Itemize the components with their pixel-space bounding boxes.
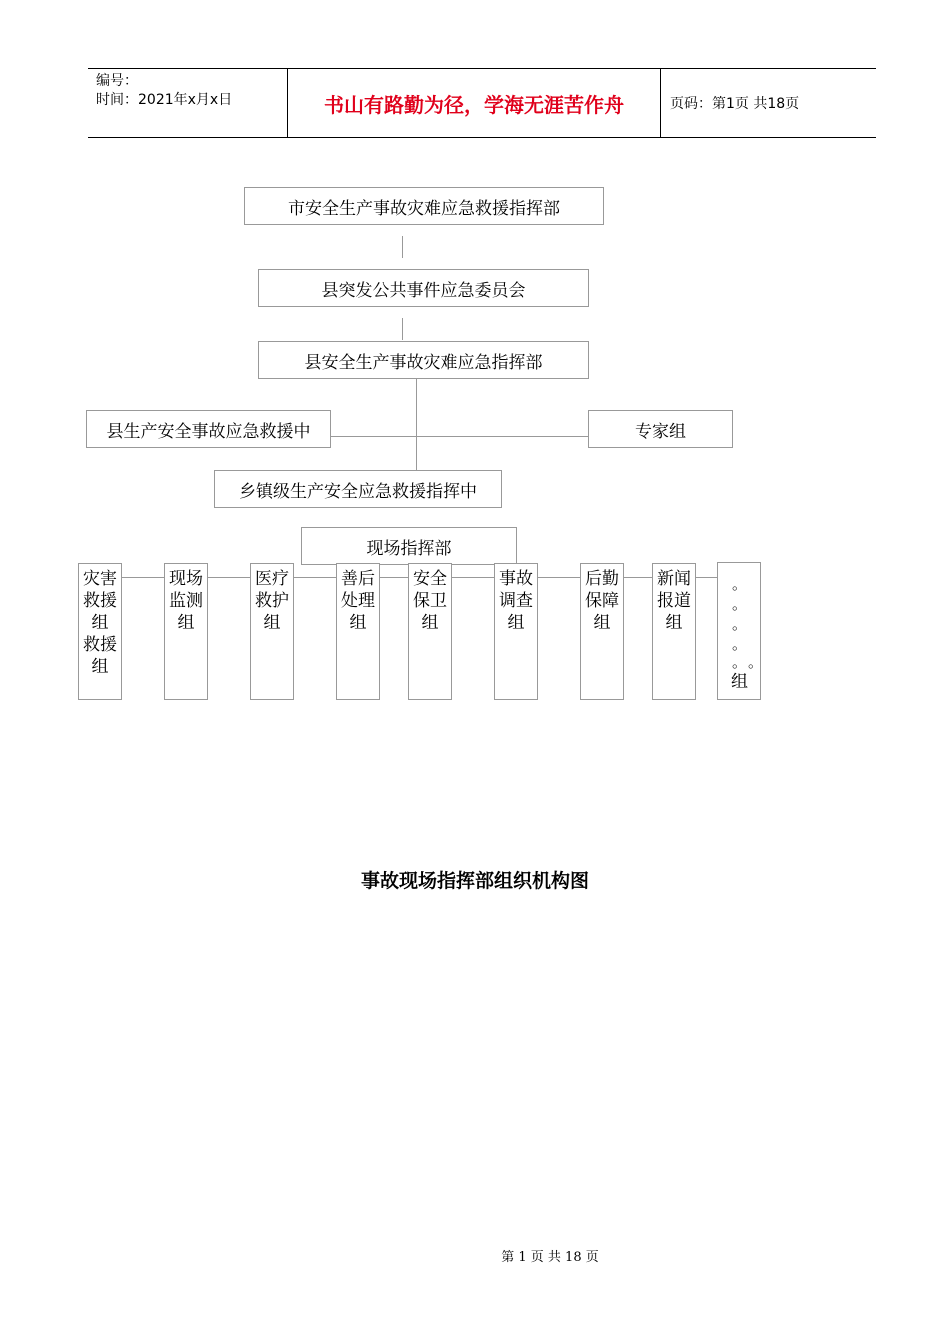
connector-line bbox=[330, 436, 588, 437]
connector-line bbox=[402, 318, 403, 340]
group-text: 现场 bbox=[169, 569, 203, 589]
group-medical bbox=[250, 563, 294, 700]
group-text: 调查 bbox=[499, 591, 533, 611]
group-logistics bbox=[580, 563, 624, 700]
group-aftermath bbox=[336, 563, 380, 700]
group-disaster-rescue bbox=[78, 563, 122, 700]
county-hq-box: 县安全生产事故灾难应急指挥部 bbox=[258, 341, 589, 379]
group-text: 善后 bbox=[341, 569, 375, 589]
group-text: 安全 bbox=[413, 569, 447, 589]
group-text: 救护 bbox=[255, 591, 289, 611]
motto: 书山有路勤为径，学海无涯苦作舟 bbox=[287, 69, 661, 137]
group-news bbox=[652, 563, 696, 700]
page-header bbox=[88, 68, 876, 138]
group-text: 灾害 bbox=[83, 569, 117, 589]
group-text: 组 bbox=[91, 613, 109, 633]
group-more bbox=[717, 562, 764, 700]
town-center-box: 乡镇级生产安全应急救援指挥中 bbox=[214, 470, 502, 508]
county-center-box: 县生产安全事故应急救援中 bbox=[86, 410, 331, 448]
group-text: 医疗 bbox=[255, 569, 289, 589]
group-text: 组 bbox=[665, 613, 683, 633]
group-text: 组 bbox=[263, 613, 281, 633]
group-text: 组 bbox=[593, 613, 611, 633]
group-text: 保障 bbox=[585, 591, 619, 611]
group-text: 组 bbox=[177, 613, 195, 633]
group-text: 组 bbox=[91, 657, 109, 677]
county-committee-box: 县突发公共事件应急委员会 bbox=[258, 269, 589, 307]
group-text: 救援 bbox=[83, 591, 117, 611]
group-text: 处理 bbox=[341, 591, 375, 611]
group-text: 新闻 bbox=[657, 569, 691, 589]
time-label: 时间：2021年x月x日 bbox=[96, 92, 233, 108]
page-footer: 第 1 页 共 18 页 bbox=[501, 1250, 599, 1265]
city-hq-box: 市安全生产事故灾难应急救援指挥部 bbox=[244, 187, 604, 225]
ellipsis-dot: 。 bbox=[732, 653, 748, 671]
group-text: 组 bbox=[421, 613, 439, 633]
site-hq-box: 现场指挥部 bbox=[301, 527, 517, 565]
connector-line bbox=[416, 378, 417, 470]
group-text: 报道 bbox=[657, 591, 691, 611]
ellipsis-dot: 。 bbox=[748, 653, 764, 671]
header-meta bbox=[88, 69, 286, 137]
group-text: 后勤 bbox=[585, 569, 619, 589]
expert-group-box: 专家组 bbox=[588, 410, 733, 448]
group-text: 监测 bbox=[169, 591, 203, 611]
group-site-monitoring bbox=[164, 563, 208, 700]
connector-line bbox=[402, 236, 403, 258]
page-label: 页码：第1页 共18页 bbox=[670, 96, 800, 112]
ellipsis-dot: 。 bbox=[732, 615, 748, 633]
group-investigation bbox=[494, 563, 538, 700]
group-text: 事故 bbox=[499, 569, 533, 589]
ellipsis-dot: 。 bbox=[732, 575, 748, 593]
group-text: 救援 bbox=[83, 635, 117, 655]
ellipsis-dot: 。 bbox=[732, 595, 748, 613]
group-text: 保卫 bbox=[413, 591, 447, 611]
group-text: 组 bbox=[507, 613, 525, 633]
group-security bbox=[408, 563, 452, 700]
number-label: 编号： bbox=[96, 73, 138, 89]
ellipsis-dot: 。 bbox=[732, 635, 748, 653]
figure-caption: 事故现场指挥部组织机构图 bbox=[360, 870, 589, 892]
group-text: 组 bbox=[349, 613, 367, 633]
group-text: 组 bbox=[731, 672, 748, 692]
